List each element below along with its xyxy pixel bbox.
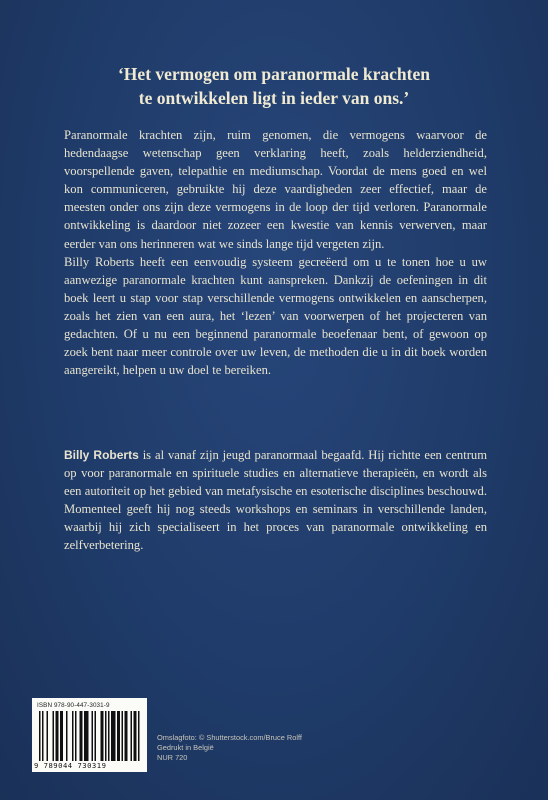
barcode-bar bbox=[122, 711, 124, 761]
nur-code: NUR 720 bbox=[157, 753, 188, 762]
blurb-paragraph-2: Billy Roberts heeft een eenvoudig systeem gecreëerd om u te tonen hoe u uw aanwezige paranormale krachten kunt aanspreken. Dankzij de oefeningen in dit boek leert u stap voor stap verschillende vermogens ontwikkelen en aanscherpen, zoals het zien van een aura, het ‘lezen’ van voorwerpen of het projecteren van gedachten. Of u nu een beginnend paranormale beoefenaar bent, of gewoon op zoek bent naar meer controle over uw leven, de methoden die u in dit boek worden aangereikt, helpen u uw doel te bereiken. bbox=[64, 254, 487, 378]
isbn-label: ISBN 978-90-447-3031-9 bbox=[37, 702, 110, 709]
barcode-bar bbox=[84, 711, 89, 761]
barcode-digits: 9 789044 730319 bbox=[34, 761, 107, 770]
barcode-bar bbox=[66, 711, 68, 761]
blurb-text bbox=[64, 126, 487, 379]
quote-line-2: te ontwikkelen ligt in ieder van ons.’ bbox=[138, 88, 410, 108]
quote-line-1: ‘Het vermogen om paranormale krachten bbox=[117, 64, 430, 84]
barcode-bar bbox=[39, 711, 41, 761]
barcode-bar bbox=[95, 711, 97, 761]
barcode-bar bbox=[42, 711, 44, 761]
cover-quote bbox=[40, 62, 508, 110]
barcode-bar bbox=[138, 711, 140, 761]
isbn-barcode bbox=[32, 698, 147, 772]
barcode-bar bbox=[131, 711, 133, 761]
author-bio bbox=[64, 446, 487, 555]
barcode-bar bbox=[47, 711, 49, 761]
barcode-bar bbox=[134, 711, 137, 761]
barcode-bars bbox=[39, 711, 141, 761]
barcode-bar bbox=[101, 711, 104, 761]
barcode-bar bbox=[105, 711, 107, 761]
cover-credits bbox=[157, 733, 302, 763]
photo-credit: Omslagfoto: © Shutterstock.com/Bruce Rolff bbox=[157, 733, 302, 742]
barcode-bar bbox=[125, 711, 128, 761]
blurb-paragraph-1: Paranormale krachten zijn, ruim genomen, die vermogens waarvoor de hedendaagse wetenschap geen verklaring heeft, zoals helderziendheid, voorspellende gaven, telepathie en mediumschap. Voordat de mens goed en wel kon communiceren, gebruikte hij deze vaardigheden zeer effectief, maar de meesten onder ons zijn deze vermogens in de loop der tijd verloren. Paranormale ontwikkeling is daardoor niet zozeer een kwestie van kennis verwerven, maar eerder van ons herinneren wat we sinds lange tijd vergeten zijn. bbox=[64, 128, 487, 251]
printed-in: Gedrukt in België bbox=[157, 743, 214, 752]
author-bio-text: is al vanaf zijn jeugd paranormaal begaafd. Hij richtte een centrum op voor paranormale en spirituele studies en alternatieve therapieën, en wordt als een autoriteit op het gebied van metafysische en esoterische disciplines beschouwd. Momenteel geeft hij nog steeds workshops en seminars in verschillende landen, waarbij hij zich specialiseert in het proces van paranormale ontwikkeling en zelfverbetering. bbox=[64, 448, 488, 553]
barcode-bar bbox=[108, 711, 110, 761]
barcode-bar bbox=[80, 711, 83, 761]
barcode-bar bbox=[56, 711, 59, 761]
barcode-bar bbox=[60, 711, 63, 761]
barcode-bar bbox=[72, 711, 74, 761]
barcode-bar bbox=[75, 711, 77, 761]
author-name: Billy Roberts bbox=[64, 448, 139, 462]
barcode-bar bbox=[53, 711, 55, 761]
barcode-bar bbox=[92, 711, 94, 761]
barcode-bar bbox=[111, 711, 116, 761]
barcode-bar bbox=[117, 711, 120, 761]
